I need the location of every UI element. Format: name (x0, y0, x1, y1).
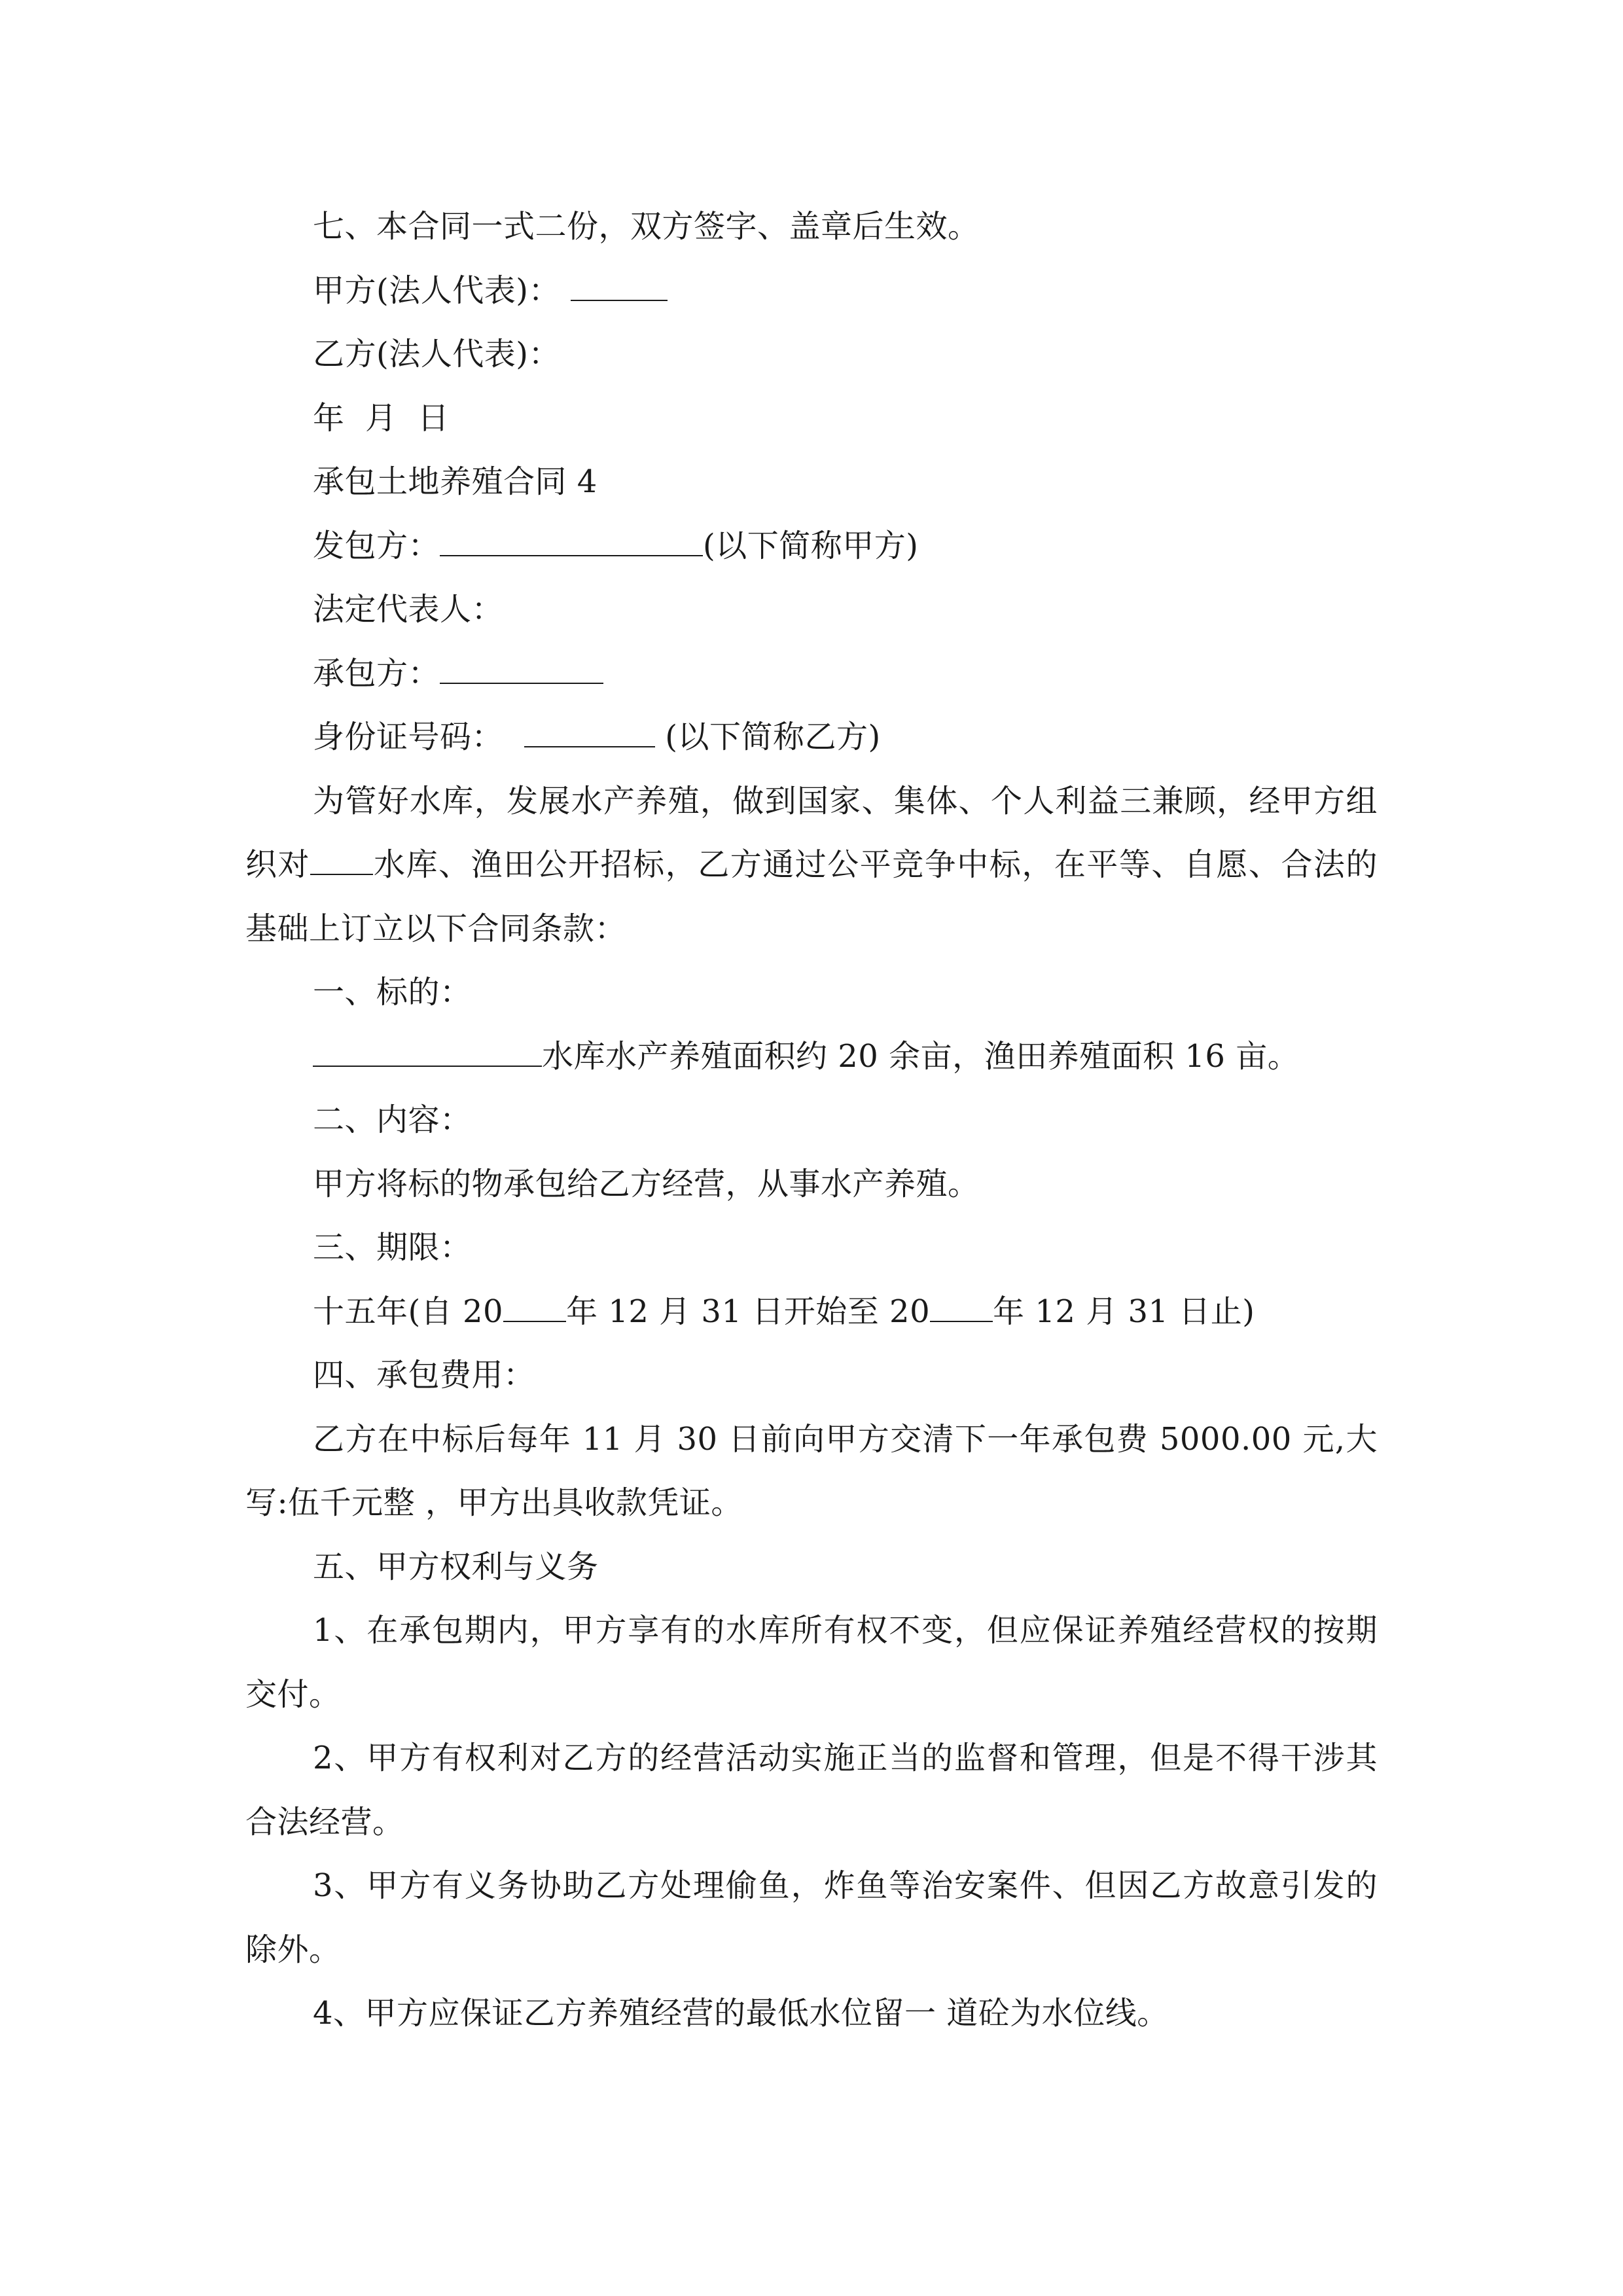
preamble-paragraph (245, 770, 1378, 961)
clause-seven-text: 七、本合同一式二份，双方签字、盖章后生效。 (313, 208, 980, 245)
item-two-text: 2、甲方有权利对乙方的经营活动实施正当的监督和管理，但是不得干涉其合法经营。 (245, 1740, 1378, 1840)
contract-title-text: 承包土地养殖合同 4 (313, 463, 597, 500)
party-b-rep-label: 乙方(法人代表)： (313, 336, 560, 372)
section-four-heading (245, 1344, 1378, 1408)
item-one-text: 1、在承包期内，甲方享有的水库所有权不变，但应保证养殖经营权的按期交付。 (245, 1612, 1378, 1713)
preamble-text-a: 为管好水库，发展水产养殖，做到国家、集体、个人利益三兼顾，经甲方组织对 (245, 782, 1378, 883)
term-text-a: 十五年(自 20 (313, 1293, 504, 1330)
term-line (245, 1280, 1378, 1344)
fee-text: 乙方在中标后每年 11 月 30 日前向甲方交清下一年承包费 5000.00 元,大写:伍千元整 ，甲方出具收款凭证。 (245, 1420, 1378, 1521)
term-start-year-blank (503, 1291, 566, 1322)
preamble-text-b: 水库、渔田公开招标，乙方通过公平竞争中标，在平等、自愿、合法的基础上订立以下合同条款： (245, 846, 1378, 947)
subject-blank (313, 1035, 542, 1067)
item-two-paragraph (245, 1727, 1378, 1854)
fee-paragraph (245, 1408, 1378, 1535)
contractee-line (245, 642, 1378, 706)
id-number-note: (以下简称乙方) (654, 719, 881, 755)
reservoir-name-blank (310, 844, 373, 875)
item-four-line (245, 1982, 1378, 2046)
contractor-note: (以下简称甲方) (703, 527, 919, 564)
content-line (245, 1153, 1378, 1217)
party-a-rep-blank (571, 270, 668, 301)
term-text-b: 年 12 月 31 日开始至 20 (566, 1293, 931, 1330)
contractor-blank (440, 525, 703, 556)
contractee-blank (440, 653, 603, 684)
section-three-heading (245, 1216, 1378, 1280)
clause-seven (245, 195, 1378, 259)
legal-rep-line (245, 578, 1378, 642)
date-text: 年 月 日 (313, 399, 450, 437)
section-one-text: 一、标的： (313, 974, 472, 1011)
contractee-label: 承包方： (313, 655, 440, 692)
date-line (245, 387, 1378, 451)
legal-rep-label: 法定代表人： (313, 591, 504, 628)
party-a-rep-label: 甲方(法人代表)： (313, 272, 571, 309)
party-a-rep-line (245, 259, 1378, 323)
item-three-text: 3、甲方有义务协助乙方处理偷鱼，炸鱼等治安案件、但因乙方故意引发的除外。 (245, 1867, 1378, 1968)
document-body (245, 195, 1378, 2046)
id-number-line (245, 706, 1378, 770)
subject-text: 水库水产养殖面积约 20 余亩，渔田养殖面积 16 亩。 (542, 1037, 1300, 1075)
section-one-heading (245, 961, 1378, 1025)
section-four-text: 四、承包费用： (313, 1357, 535, 1393)
section-five-heading (245, 1535, 1378, 1600)
item-one-paragraph (245, 1599, 1378, 1727)
term-text-c: 年 12 月 31 日止) (993, 1293, 1255, 1330)
contractor-line (245, 514, 1378, 579)
section-two-text: 二、内容： (313, 1102, 472, 1138)
content-text: 甲方将标的物承包给乙方经营，从事水产养殖。 (313, 1165, 980, 1202)
section-three-text: 三、期限： (313, 1229, 472, 1266)
item-three-paragraph (245, 1854, 1378, 1982)
party-b-rep-line (245, 323, 1378, 387)
contractor-label: 发包方： (313, 527, 440, 564)
term-end-year-blank (930, 1291, 993, 1322)
contract-title (245, 450, 1378, 514)
id-number-label: 身份证号码： (313, 719, 524, 755)
section-two-heading (245, 1088, 1378, 1153)
section-five-text: 五、甲方权利与义务 (313, 1548, 599, 1585)
id-number-blank (524, 716, 655, 747)
subject-line (245, 1025, 1378, 1089)
item-four-text: 4、甲方应保证乙方养殖经营的最低水位留一 道砼为水位线。 (313, 1995, 1169, 2032)
